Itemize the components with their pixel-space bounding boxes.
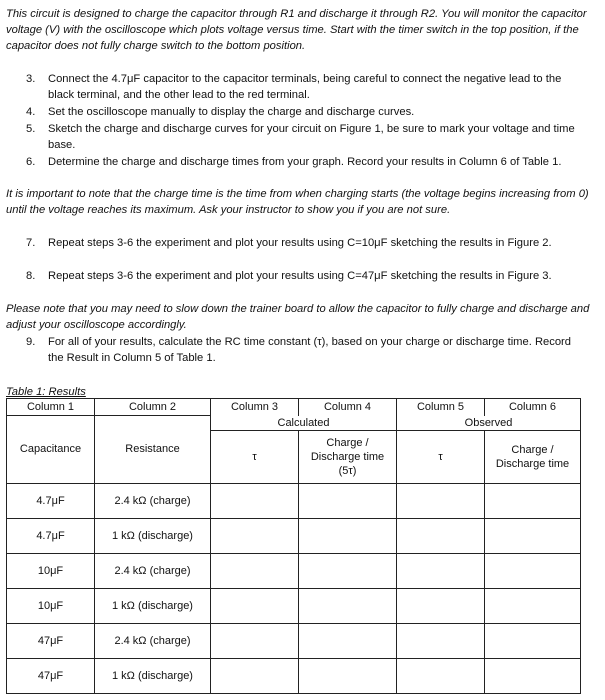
resistance-cell: 1 kΩ (discharge) bbox=[95, 518, 211, 553]
table-row bbox=[7, 518, 581, 553]
column-header: Column 6 bbox=[485, 399, 581, 416]
note-slow-down: Please note that you may need to slow down the trainer board to allow the capacitor to fully charge and discharge and adjust your oscilloscope accordingly. bbox=[6, 303, 590, 331]
step-4 bbox=[26, 104, 586, 120]
charge-observed-cell[interactable] bbox=[485, 518, 581, 553]
step-text: For all of your results, calculate the RC time constant (τ), based on your charge or discharge time. Record the Result in Column 5 of Table 1. bbox=[48, 336, 572, 364]
charge-calculated-cell[interactable] bbox=[299, 658, 397, 693]
tau-observed-cell[interactable] bbox=[397, 518, 485, 553]
step-number: 5. bbox=[26, 123, 36, 135]
resistance-cell: 1 kΩ (discharge) bbox=[95, 658, 211, 693]
resistance-header: Resistance bbox=[95, 416, 211, 484]
step-text: Repeat steps 3-6 the experiment and plot your results using C=47μF sketching the results in Figure 3. bbox=[48, 270, 552, 282]
charge-observed-cell[interactable] bbox=[485, 658, 581, 693]
column-header: Column 1 bbox=[7, 399, 95, 416]
column-header: Column 2 bbox=[95, 399, 211, 416]
table-row bbox=[7, 588, 581, 623]
column-header: Column 4 bbox=[299, 399, 397, 416]
charge-calculated-cell[interactable] bbox=[299, 553, 397, 588]
capacitance-cell: 4.7μF bbox=[7, 483, 95, 518]
tau-calculated-cell[interactable] bbox=[211, 588, 299, 623]
table-row bbox=[7, 623, 581, 658]
tau-observed-cell[interactable] bbox=[397, 623, 485, 658]
step-number: 9. bbox=[26, 336, 36, 348]
observed-group-header: Observed bbox=[397, 416, 581, 431]
resistance-cell: 2.4 kΩ (charge) bbox=[95, 553, 211, 588]
step-number: 8. bbox=[26, 270, 36, 282]
step-text: Determine the charge and discharge times from your graph. Record your results in Column 6 of Table 1. bbox=[48, 156, 562, 168]
tau-calculated-cell[interactable] bbox=[211, 658, 299, 693]
table-row bbox=[7, 658, 581, 693]
column-header: Column 3 bbox=[211, 399, 299, 416]
column-header: Column 5 bbox=[397, 399, 485, 416]
charge-observed-cell[interactable] bbox=[485, 553, 581, 588]
resistance-cell: 2.4 kΩ (charge) bbox=[95, 623, 211, 658]
charge-calculated-cell[interactable] bbox=[299, 588, 397, 623]
charge-observed-cell[interactable] bbox=[485, 588, 581, 623]
step-9 bbox=[26, 334, 586, 366]
results-table bbox=[6, 398, 581, 694]
table-title: Table 1: Results bbox=[6, 386, 86, 398]
step-number: 4. bbox=[26, 106, 36, 118]
capacitance-cell: 47μF bbox=[7, 658, 95, 693]
tau-observed-cell[interactable] bbox=[397, 658, 485, 693]
column-header-row bbox=[7, 399, 581, 416]
step-number: 7. bbox=[26, 237, 36, 249]
step-7 bbox=[26, 235, 586, 251]
resistance-cell: 2.4 kΩ (charge) bbox=[95, 483, 211, 518]
step-number: 3. bbox=[26, 73, 36, 85]
tau-calculated-cell[interactable] bbox=[211, 518, 299, 553]
step-text: Set the oscilloscope manually to display the charge and discharge curves. bbox=[48, 106, 415, 118]
capacitance-cell: 10μF bbox=[7, 553, 95, 588]
step-number: 6. bbox=[26, 156, 36, 168]
capacitance-header: Capacitance bbox=[7, 416, 95, 484]
capacitance-cell: 4.7μF bbox=[7, 518, 95, 553]
charge-observed-header: Charge / Discharge time bbox=[485, 430, 581, 483]
table-row bbox=[7, 553, 581, 588]
intro-paragraph: This circuit is designed to charge the capacitor through R1 and discharge it through R2. You will monitor the capacitor voltage (V) with the oscilloscope which plots voltage versus time. Start with the timer switch in the top position, if the capacitor does not fully charge switch to the bottom position. bbox=[6, 8, 587, 52]
tau-observed-cell[interactable] bbox=[397, 588, 485, 623]
charge-calculated-cell[interactable] bbox=[299, 483, 397, 518]
charge-observed-cell[interactable] bbox=[485, 623, 581, 658]
step-6 bbox=[26, 154, 586, 170]
resistance-cell: 1 kΩ (discharge) bbox=[95, 588, 211, 623]
charge-calculated-cell[interactable] bbox=[299, 623, 397, 658]
tau-calculated-cell[interactable] bbox=[211, 623, 299, 658]
tau-observed-cell[interactable] bbox=[397, 553, 485, 588]
tau-calculated-cell[interactable] bbox=[211, 553, 299, 588]
step-3 bbox=[26, 71, 586, 103]
tau-calculated-header: τ bbox=[211, 430, 299, 483]
tau-observed-cell[interactable] bbox=[397, 483, 485, 518]
capacitance-cell: 10μF bbox=[7, 588, 95, 623]
tau-observed-header: τ bbox=[397, 430, 485, 483]
step-text: Repeat steps 3-6 the experiment and plot your results using C=10μF sketching the results in Figure 2. bbox=[48, 237, 552, 249]
charge-observed-cell[interactable] bbox=[485, 483, 581, 518]
capacitance-cell: 47μF bbox=[7, 623, 95, 658]
charge-calculated-header: Charge / Discharge time (5τ) bbox=[299, 430, 397, 483]
step-text: Connect the 4.7μF capacitor to the capacitor terminals, being careful to connect the negative lead to the black terminal, and the other lead to the red terminal. bbox=[48, 73, 562, 101]
table-row bbox=[7, 483, 581, 518]
step-8 bbox=[26, 268, 586, 284]
note-charge-time: It is important to note that the charge time is the time from when charging starts (the voltage begins increasing from 0) until the voltage reaches its maximum. Ask your instructor to show you if you are not sure. bbox=[6, 188, 589, 216]
tau-calculated-cell[interactable] bbox=[211, 483, 299, 518]
calculated-group-header: Calculated bbox=[211, 416, 397, 431]
group-header-row bbox=[7, 416, 581, 431]
step-5 bbox=[26, 121, 586, 153]
step-text: Sketch the charge and discharge curves for your circuit on Figure 1, be sure to mark your voltage and time base. bbox=[48, 123, 575, 151]
charge-calculated-cell[interactable] bbox=[299, 518, 397, 553]
